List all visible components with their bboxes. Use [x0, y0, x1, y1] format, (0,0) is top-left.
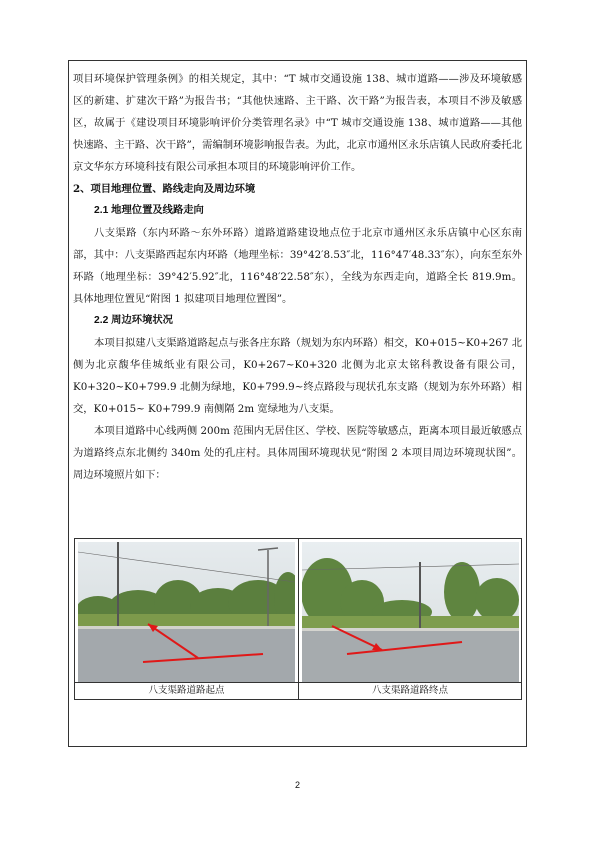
photo-cell-end [298, 539, 521, 699]
subsection-heading-location: 2.1 地理位置及线路走向 [94, 205, 204, 216]
paragraph-surroundings: 本项目拟建八支渠路道路起点与张各庄东路（规划为东内环路）相交，K0+015~K0+267 北侧为北京馥华佳城纸业有限公司，K0+267~K0+320 北侧为北京太铭科教设备有限公司，K0+320~K0+799.9 北侧为绿地，K0+799.9~终点路段与现状孔东支路（规划为东外环路）相交，K0+015~ K0+799.9 南侧隔 2m 宽绿地为八支渠。 [73, 337, 522, 415]
road-start-photo-icon [78, 542, 295, 683]
caption-road-start: 八支渠路道路起点 [75, 682, 298, 699]
section-heading: 2、项目地理位置、路线走向及周边环境 [73, 183, 256, 195]
road-end-photo [302, 542, 519, 683]
subsection-heading-surroundings: 2.2 周边环境状况 [94, 315, 173, 326]
road-start-photo [78, 542, 295, 683]
page-content [73, 68, 522, 486]
paragraph-sensitive-points: 本项目道路中心线两侧 200m 范围内无居住区、学校、医院等敏感点，距离本项目最近敏感点为道路终点东北侧约 340m 处的孔庄村。具体周围环境现状见“附图 2 本项目周边环境现状图”。周边环境照片如下： [73, 425, 522, 481]
road-end-photo-icon [302, 542, 519, 683]
photo-table [74, 538, 522, 700]
photo-cell-start [75, 539, 298, 699]
paragraph-location: 八支渠路（东内环路～东外环路）道路道路建设地点位于北京市通州区永乐店镇中心区东南部，其中：八支渠路西起东内环路（地理坐标：39°42′8.53″北，116°47′48.33″东），向东至东外环路（地理坐标：39°42′5.92″北，116°48′22.58″东），全线为东西走向，道路全长 819.9m。具体地理位置见“附图 1 拟建项目地理位置图”。 [73, 227, 522, 305]
caption-road-end: 八支渠路道路终点 [299, 682, 521, 699]
paragraph-intro: 项目环境保护管理条例》的相关规定，其中：“T 城市交通设施 138、城市道路——涉及环境敏感区的新建、扩建次干路”为报告书；“其他快速路、主干路、次干路”为报告表，本项目不涉及敏感区，故属于《建设项目环境影响评价分类管理名录》中“T 城市交通设施 138、城市道路——其他快速路、主干路、次干路”，需编制环境影响报告表。为此，北京市通州区永乐店镇人民政府委托北京文华东方环境科技有限公司承担本项目的环境影响评价工作。 [73, 73, 522, 173]
page-number: 2 [294, 780, 300, 790]
